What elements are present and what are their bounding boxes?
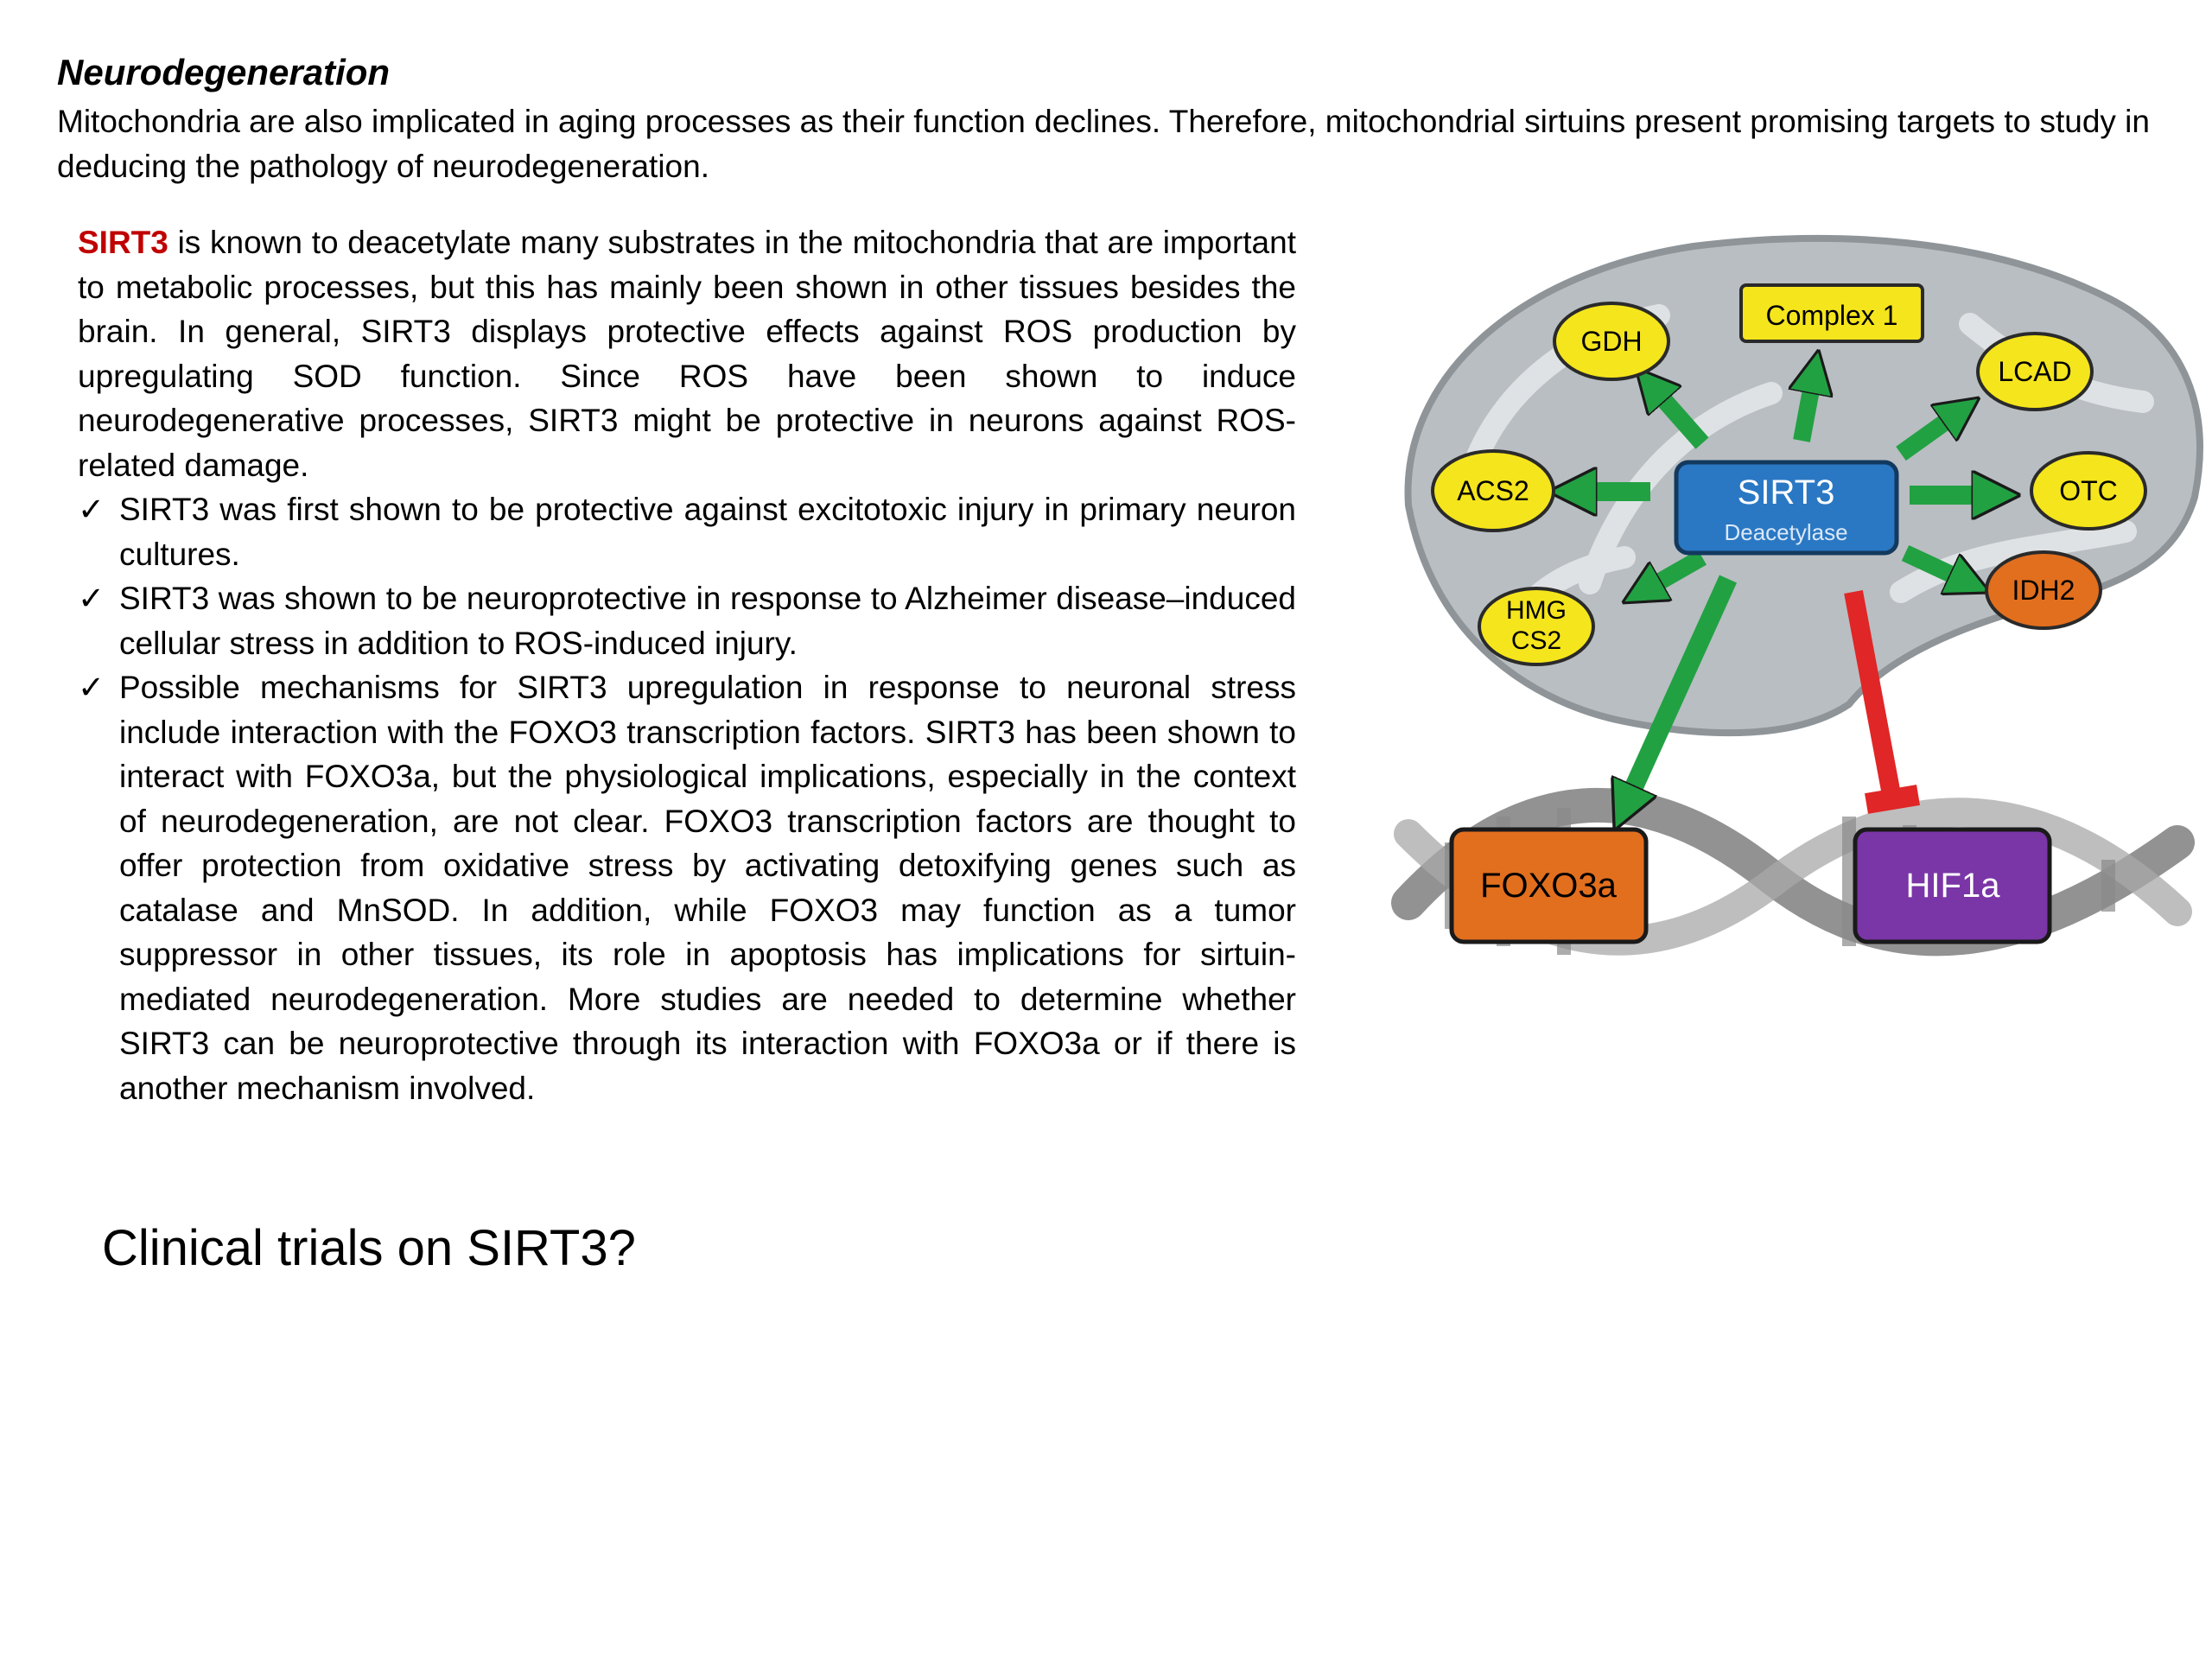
check-icon: ✓ xyxy=(78,492,105,527)
sirt3-sublabel: Deacetylase xyxy=(1724,519,1848,545)
lcad-node xyxy=(1978,334,2092,410)
sirt3-pathway-diagram xyxy=(1365,220,2212,1084)
list-item xyxy=(78,576,1296,665)
foxo3a-node xyxy=(1452,830,1646,942)
complex1-label: Complex 1 xyxy=(1765,300,1898,331)
hmg-label-line1: HMG xyxy=(1506,596,1567,625)
bullet-text: SIRT3 was first shown to be protective against excitotoxic injury in primary neuron cultures. xyxy=(119,492,1296,572)
check-icon: ✓ xyxy=(78,581,105,616)
foxo3a-label: FOXO3a xyxy=(1480,867,1617,905)
diagram-svg xyxy=(1365,220,2212,1084)
clinical-trials-question: Clinical trials on SIRT3? xyxy=(102,1220,636,1276)
bullet-text: SIRT3 was shown to be neuroprotective in response to Alzheimer disease–induced cellular stress in addition to ROS-induced injury. xyxy=(119,581,1296,661)
hif1a-node xyxy=(1855,830,2050,942)
check-icon: ✓ xyxy=(78,670,105,705)
list-item xyxy=(78,487,1296,576)
idh2-label: IDH2 xyxy=(2012,575,2075,606)
acs2-node xyxy=(1433,451,1554,531)
hmg-label-line2: CS2 xyxy=(1510,626,1562,655)
section-title: Neurodegeneration xyxy=(57,52,391,92)
sirt3-highlight: SIRT3 xyxy=(78,225,168,260)
intro-paragraph: Mitochondria are also implicated in aging processes as their function declines. Therefore, mitochondrial sirtuins present promising targets to study in deducing the pathology of neurodegeneration. xyxy=(57,104,2150,184)
otc-node xyxy=(2031,453,2145,529)
list-item xyxy=(78,665,1296,1110)
sirt3-node xyxy=(1676,462,1897,553)
bullet-text: Possible mechanisms for SIRT3 upregulation in response to neuronal stress include interaction with the FOXO3 transcription factors. SIRT3 has been shown to interact with FOXO3a, but the physiological implications, especially in the context of neurodegeneration, are not clear. FOXO3 transcription factors are thought to offer protection from oxidative stress by activating detoxifying genes such as catalase and MnSOD. In addition, while FOXO3 may function as a tumor suppressor in other tissues, its role in apoptosis has implications for sirtuin-mediated neurodegeneration. More studies are needed to determine whether SIRT3 can be neuroprotective through its interaction with FOXO3a or if there is another mechanism involved. xyxy=(119,670,1296,1106)
complex1-node xyxy=(1741,285,1923,341)
acs2-label: ACS2 xyxy=(1457,475,1529,506)
otc-label: OTC xyxy=(2059,475,2118,506)
lead-text: is known to deacetylate many substrates in the mitochondria that are important to metabolic processes, but this has mainly been shown in other tissues besides the brain. In general, SIRT3 displays protective effects against ROS production by upregulating SOD function. Since ROS have been shown to induce neurodegenerative processes, SIRT3 might be protective in neurons against ROS-related damage. xyxy=(78,225,1296,483)
lcad-label: LCAD xyxy=(1998,356,2072,387)
hif1a-label: HIF1a xyxy=(1905,867,2000,905)
bullet-list xyxy=(78,487,1296,1110)
hmgcs2-node xyxy=(1479,588,1593,664)
idh2-node xyxy=(1986,552,2101,628)
gdh-node xyxy=(1554,303,1669,379)
body-text xyxy=(78,220,1296,1110)
gdh-label: GDH xyxy=(1580,326,1643,357)
sirt3-label: SIRT3 xyxy=(1737,474,1835,512)
lead-paragraph xyxy=(78,220,1296,487)
